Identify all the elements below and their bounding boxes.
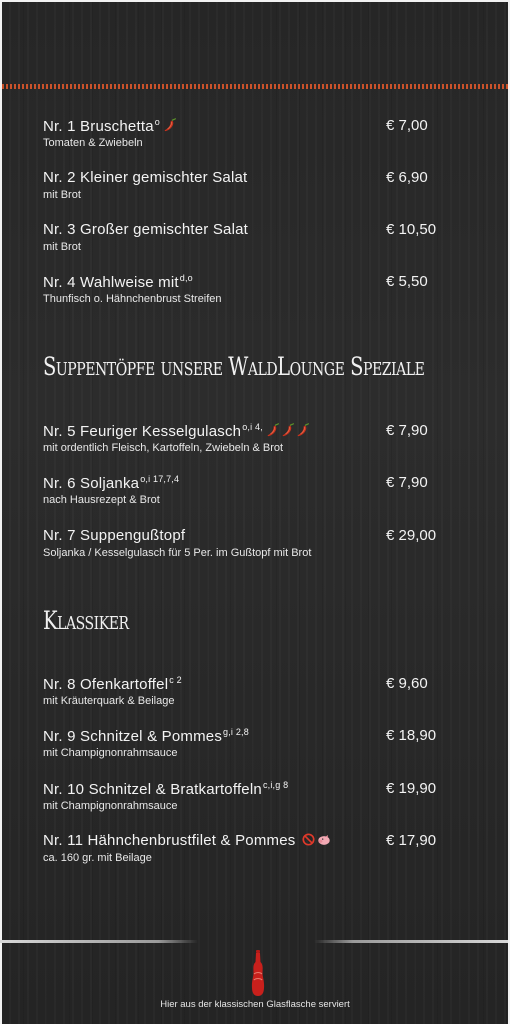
item-description: mit Brot <box>43 189 81 201</box>
pig-icon <box>317 834 331 846</box>
item-description: mit Kräuterquark & Beilage <box>43 695 175 707</box>
menu-item-8 <box>43 675 460 715</box>
item-price: € 7,00 <box>386 117 428 134</box>
item-name: Nr. 1 Bruschetta$^o$ <box>43 117 177 135</box>
item-name: Nr. 2 Kleiner gemischter Salat <box>43 169 248 186</box>
item-name: Nr. 5 Feuriger Kesselgulasch$^{o,i 4,}$ <box>43 422 310 440</box>
item-price: € 9,60 <box>386 675 428 692</box>
chili-pepper-icon <box>266 423 280 437</box>
footer-note: Hier aus der klassischen Glasflasche serviert <box>160 999 350 1010</box>
item-name: Nr. 10 Schnitzel & Bratkartoffeln$^{c,i,g 8}$ <box>43 780 289 798</box>
menu-item-10 <box>43 780 460 820</box>
menu-item-5 <box>43 422 460 462</box>
item-price: € 10,50 <box>386 221 437 238</box>
item-name: Nr. 7 Suppengußtopf <box>43 527 186 544</box>
item-name: Nr. 8 Ofenkartoffel$^{c 2}$ <box>43 675 182 693</box>
frame-left <box>0 0 2 1024</box>
menu-item-4 <box>43 273 460 313</box>
item-name: Nr. 11 Hähnchenbrustfilet & Pommes <box>43 832 331 849</box>
item-description: mit Champignonrahmsauce <box>43 800 178 812</box>
item-description: mit Champignonrahmsauce <box>43 747 178 759</box>
section-title-classics: Klassiker <box>43 606 129 635</box>
item-description: mit Brot <box>43 241 81 253</box>
item-price: € 7,90 <box>386 474 428 491</box>
dashed-divider <box>2 84 508 89</box>
item-price: € 18,90 <box>386 727 437 744</box>
item-price: € 7,90 <box>386 422 428 439</box>
spicy-rating <box>265 423 310 440</box>
chili-pepper-icon <box>163 118 177 132</box>
item-name: Nr. 3 Großer gemischter Salat <box>43 221 249 238</box>
item-name: Nr. 4 Wahlweise mit$^{d,o}$ <box>43 273 193 291</box>
item-description: Thunfisch o. Hähnchenbrust Streifen <box>43 293 222 305</box>
footer-line-left <box>0 940 198 943</box>
item-price: € 6,90 <box>386 169 428 186</box>
item-name: Nr. 6 Soljanka$^{o,i 17,7,4}$ <box>43 474 180 492</box>
section-title-soups: Suppentöpfe unsere WaldLounge Speziale <box>43 352 425 381</box>
menu-item-9 <box>43 727 460 767</box>
item-description: nach Hausrezept & Brot <box>43 494 160 506</box>
menu-item-11 <box>43 832 460 872</box>
item-price: € 5,50 <box>386 273 428 290</box>
menu-item-3 <box>43 221 460 261</box>
menu-item-6 <box>43 474 460 514</box>
item-description: Soljanka / Kesselgulasch für 5 Per. im Gußtopf mit Brot <box>43 547 312 559</box>
item-description: Tomaten & Zwiebeln <box>43 137 143 149</box>
item-name: Nr. 9 Schnitzel & Pommes$^{g,i 2,8}$ <box>43 727 249 745</box>
no-pork-icon <box>302 833 315 846</box>
menu-item-7 <box>43 527 460 567</box>
item-description: mit ordentlich Fleisch, Kartoffeln, Zwiebeln & Brot <box>43 442 284 454</box>
chili-pepper-icon <box>296 423 310 437</box>
menu-item-2 <box>43 169 460 209</box>
item-price: € 19,90 <box>386 780 437 797</box>
frame-top <box>0 0 510 2</box>
menu-item-1 <box>43 117 460 157</box>
item-price: € 17,90 <box>386 832 437 849</box>
footer-line-right <box>314 940 508 943</box>
glass-bottle-icon <box>248 950 268 998</box>
chili-pepper-icon <box>281 423 295 437</box>
item-price: € 29,00 <box>386 527 437 544</box>
item-description: ca. 160 gr. mit Beilage <box>43 852 152 864</box>
